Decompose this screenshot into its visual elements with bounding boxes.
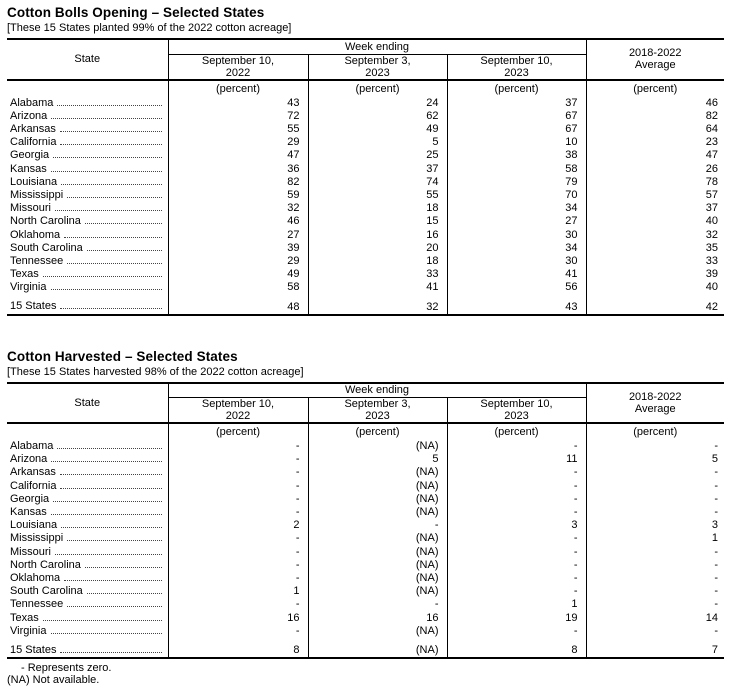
cotton-harvested-section (7, 349, 724, 687)
value-average: - (586, 506, 724, 519)
dot-leader (51, 289, 162, 290)
value-sep3-2023: 49 (308, 123, 447, 136)
cotton-bolls-opening-title: Cotton Bolls Opening – Selected States (7, 5, 265, 20)
total-value-average: 7 (586, 643, 724, 658)
total-row (7, 643, 724, 658)
value-sep10-2023: 67 (447, 123, 586, 136)
unit-cell: (percent) (586, 423, 724, 440)
state-name: Arizona (10, 109, 48, 122)
dot-leader (64, 580, 161, 581)
value-sep10-2022: 58 (168, 281, 308, 294)
average-header-line1: 2018-2022 (628, 47, 682, 60)
state-name: Arkansas (10, 122, 56, 135)
state-name: Alabama (10, 96, 54, 109)
value-sep10-2022: 2 (168, 519, 308, 532)
footnote-not-available: (NA) Not available. (7, 674, 100, 687)
value-sep10-2023: 34 (447, 242, 586, 255)
state-name: Texas (10, 611, 39, 624)
value-average: - (586, 440, 724, 453)
state-name: Texas (10, 268, 39, 281)
state-name: Kansas (10, 162, 47, 175)
value-sep10-2023: 41 (447, 268, 586, 281)
dot-leader (51, 514, 162, 515)
state-data-row (7, 612, 724, 625)
dot-leader (61, 527, 161, 528)
state-column-header: State (7, 383, 168, 424)
value-sep10-2022: 36 (168, 163, 308, 176)
state-data-row (7, 546, 724, 559)
value-sep10-2022: - (168, 480, 308, 493)
value-sep10-2023: - (447, 559, 586, 572)
value-sep10-2022: - (168, 466, 308, 479)
dot-leader (53, 157, 161, 158)
state-name: Louisiana (10, 175, 58, 188)
state-data-row (7, 440, 724, 453)
value-sep10-2022: 39 (168, 242, 308, 255)
total-label: 15 States (10, 643, 57, 656)
total-value-sep10-2023: 43 (447, 300, 586, 315)
value-sep10-2023: 27 (447, 215, 586, 228)
value-average: - (586, 466, 724, 479)
value-sep10-2022: - (168, 598, 308, 611)
value-sep3-2023: 16 (308, 229, 447, 242)
dot-leader (87, 593, 162, 594)
unit-cell: (percent) (447, 80, 586, 97)
average-header-line2: Average (634, 59, 676, 72)
value-sep10-2023: 11 (447, 453, 586, 466)
value-sep10-2022: - (168, 532, 308, 545)
dot-leader (51, 633, 162, 634)
value-sep3-2023: (NA) (308, 559, 447, 572)
state-data-row (7, 242, 724, 255)
value-average: - (586, 546, 724, 559)
total-value-sep10-2022: 8 (168, 643, 308, 658)
value-sep3-2023: 5 (308, 136, 447, 149)
state-data-row (7, 453, 724, 466)
state-name: Arkansas (10, 466, 56, 479)
value-sep10-2022: 29 (168, 255, 308, 268)
value-sep3-2023: (NA) (308, 572, 447, 585)
dot-leader (67, 606, 161, 607)
week-ending-header: Week ending (168, 383, 586, 398)
date-header-line1: September 3, (344, 54, 411, 67)
cotton-harvested-table (7, 382, 724, 660)
state-data-row (7, 572, 724, 585)
value-sep10-2023: 34 (447, 202, 586, 215)
value-sep10-2022: 1 (168, 585, 308, 598)
value-sep10-2023: 38 (447, 149, 586, 162)
dot-leader (53, 501, 161, 502)
state-name: California (10, 479, 57, 492)
state-name: North Carolina (10, 558, 81, 571)
value-sep3-2023: 74 (308, 176, 447, 189)
dot-leader (43, 276, 162, 277)
value-average: 39 (586, 268, 724, 281)
dot-leader (61, 184, 161, 185)
total-value-sep3-2023: 32 (308, 300, 447, 315)
state-name: Alabama (10, 440, 54, 453)
state-name: Georgia (10, 149, 50, 162)
state-data-row (7, 625, 724, 638)
average-column-header (586, 39, 724, 80)
dot-leader (85, 223, 162, 224)
value-average: - (586, 572, 724, 585)
cotton-bolls-opening-table (7, 38, 724, 316)
value-sep10-2022: - (168, 546, 308, 559)
value-sep10-2022: 55 (168, 123, 308, 136)
value-sep10-2023: - (447, 506, 586, 519)
state-data-row (7, 268, 724, 281)
value-sep3-2023: (NA) (308, 440, 447, 453)
average-header-line2: Average (634, 402, 676, 415)
value-sep10-2022: - (168, 493, 308, 506)
value-average: 23 (586, 136, 724, 149)
cotton-harvested-title: Cotton Harvested – Selected States (7, 348, 238, 364)
total-rows-body (7, 295, 724, 315)
col-header-sep10-2023 (447, 398, 586, 424)
header-group-row (7, 383, 724, 398)
dot-leader (51, 171, 162, 172)
dot-leader (51, 461, 161, 462)
value-average: - (586, 480, 724, 493)
state-data-row (7, 136, 724, 149)
value-sep3-2023: 41 (308, 281, 447, 294)
value-average: 35 (586, 242, 724, 255)
state-name: Kansas (10, 506, 47, 519)
cotton-bolls-opening-section (7, 5, 724, 316)
value-average: 64 (586, 123, 724, 136)
value-average: - (586, 493, 724, 506)
date-header-line2: 2023 (504, 410, 529, 423)
date-header-line1: September 10, (480, 398, 553, 411)
value-sep3-2023: 5 (308, 453, 447, 466)
value-sep10-2023: - (447, 585, 586, 598)
dot-leader (60, 488, 161, 489)
value-sep10-2023: 10 (447, 136, 586, 149)
dot-leader (60, 474, 162, 475)
state-name: Tennessee (10, 598, 64, 611)
value-sep3-2023: - (308, 519, 447, 532)
value-sep10-2023: - (447, 625, 586, 638)
date-header-line1: September 3, (344, 398, 411, 411)
value-sep3-2023: 24 (308, 97, 447, 110)
state-data-row (7, 176, 724, 189)
value-sep3-2023: 18 (308, 255, 447, 268)
value-sep10-2022: - (168, 506, 308, 519)
value-sep10-2022: 43 (168, 97, 308, 110)
value-sep10-2023: - (447, 572, 586, 585)
state-name: Missouri (10, 202, 51, 215)
value-sep10-2023: - (447, 546, 586, 559)
state-data-row (7, 480, 724, 493)
value-sep10-2023: 37 (447, 97, 586, 110)
dot-leader (55, 554, 162, 555)
value-sep10-2022: 46 (168, 215, 308, 228)
col-header-sep10-2023 (447, 54, 586, 80)
state-data-row (7, 466, 724, 479)
state-data-row (7, 506, 724, 519)
state-data-row (7, 229, 724, 242)
value-sep10-2023: 58 (447, 163, 586, 176)
value-average: 1 (586, 532, 724, 545)
value-sep3-2023: (NA) (308, 546, 447, 559)
value-average: 78 (586, 176, 724, 189)
cotton-harvested-subtitle: [These 15 States harvested 98% of the 2022 cotton acreage] (7, 365, 304, 378)
value-sep10-2023: 70 (447, 189, 586, 202)
col-header-sep3-2023 (308, 398, 447, 424)
value-sep10-2023: 30 (447, 255, 586, 268)
value-sep3-2023: 16 (308, 612, 447, 625)
cotton-bolls-opening-subtitle: [These 15 States planted 99% of the 2022 cotton acreage] (7, 22, 292, 34)
date-header-line2: 2022 (225, 410, 251, 423)
unit-cell-empty (7, 423, 168, 440)
total-value-sep10-2023: 8 (447, 643, 586, 658)
state-data-row (7, 97, 724, 110)
state-name: Virginia (10, 281, 47, 294)
value-average: - (586, 585, 724, 598)
value-sep10-2022: 27 (168, 229, 308, 242)
state-data-row (7, 255, 724, 268)
total-value-sep10-2022: 48 (168, 300, 308, 315)
dot-leader (60, 131, 162, 132)
dot-leader (67, 197, 161, 198)
value-average: 46 (586, 97, 724, 110)
dot-leader (67, 263, 161, 264)
value-sep10-2022: 72 (168, 110, 308, 123)
value-sep10-2023: 19 (447, 612, 586, 625)
date-header-line2: 2022 (225, 66, 251, 79)
state-name: South Carolina (10, 241, 83, 254)
week-ending-header: Week ending (168, 39, 586, 54)
value-sep10-2022: 59 (168, 189, 308, 202)
value-average: - (586, 625, 724, 638)
state-data-row (7, 123, 724, 136)
state-data-row (7, 493, 724, 506)
total-label: 15 States (10, 299, 57, 312)
state-name: Oklahoma (10, 228, 61, 241)
dot-leader (64, 237, 161, 238)
dot-leader (60, 144, 161, 145)
value-sep10-2022: 82 (168, 176, 308, 189)
value-sep3-2023: 15 (308, 215, 447, 228)
value-average: 37 (586, 202, 724, 215)
state-name: Louisiana (10, 519, 58, 532)
unit-cell: (percent) (168, 423, 308, 440)
value-sep10-2022: 16 (168, 612, 308, 625)
state-data-row (7, 215, 724, 228)
dot-leader (57, 448, 161, 449)
unit-cell: (percent) (308, 423, 447, 440)
value-sep10-2023: 67 (447, 110, 586, 123)
date-header-line2: 2023 (365, 66, 390, 79)
dot-leader (87, 250, 162, 251)
state-name: Virginia (10, 624, 47, 637)
value-sep10-2023: - (447, 466, 586, 479)
value-average: 57 (586, 189, 724, 202)
dot-leader (60, 308, 161, 309)
unit-cell: (percent) (308, 80, 447, 97)
value-sep3-2023: 25 (308, 149, 447, 162)
state-data-row (7, 559, 724, 572)
value-sep3-2023: (NA) (308, 466, 447, 479)
value-sep10-2023: 30 (447, 229, 586, 242)
value-average: 40 (586, 215, 724, 228)
value-average: 40 (586, 281, 724, 294)
state-name: Mississippi (10, 532, 64, 545)
value-sep3-2023: 20 (308, 242, 447, 255)
state-name: California (10, 136, 57, 149)
value-sep3-2023: 33 (308, 268, 447, 281)
value-average: 47 (586, 149, 724, 162)
dot-leader (43, 620, 162, 621)
unit-cell: (percent) (586, 80, 724, 97)
dot-leader (51, 118, 161, 119)
value-average: 3 (586, 519, 724, 532)
value-average: 5 (586, 453, 724, 466)
header-unit-row (7, 423, 724, 440)
value-sep10-2022: - (168, 440, 308, 453)
value-average: - (586, 559, 724, 572)
value-sep3-2023: 37 (308, 163, 447, 176)
value-sep3-2023: (NA) (308, 493, 447, 506)
date-header-line1: September 10, (201, 398, 275, 411)
state-name: Georgia (10, 492, 50, 505)
state-data-row (7, 532, 724, 545)
value-sep3-2023: - (308, 598, 447, 611)
state-data-row (7, 189, 724, 202)
state-name: Missouri (10, 545, 51, 558)
value-average: - (586, 598, 724, 611)
state-name: South Carolina (10, 585, 83, 598)
state-name: Arizona (10, 453, 48, 466)
state-data-row (7, 163, 724, 176)
state-data-row (7, 519, 724, 532)
value-sep3-2023: (NA) (308, 585, 447, 598)
state-name: Oklahoma (10, 572, 61, 585)
value-average: 33 (586, 255, 724, 268)
col-header-sep3-2023 (308, 54, 447, 80)
value-average: 32 (586, 229, 724, 242)
dot-leader (67, 540, 161, 541)
state-data-row (7, 110, 724, 123)
total-value-sep3-2023: (NA) (308, 643, 447, 658)
unit-cell-empty (7, 80, 168, 97)
date-header-line1: September 10, (201, 54, 275, 67)
date-header-line2: 2023 (365, 410, 390, 423)
dot-leader (55, 210, 162, 211)
col-header-sep10-2022 (168, 54, 308, 80)
state-column-header: State (7, 39, 168, 80)
value-sep3-2023: (NA) (308, 625, 447, 638)
value-sep3-2023: (NA) (308, 480, 447, 493)
total-row (7, 300, 724, 315)
value-sep10-2023: - (447, 480, 586, 493)
value-sep10-2022: - (168, 559, 308, 572)
total-value-average: 42 (586, 300, 724, 315)
total-rows-body (7, 638, 724, 658)
state-data-row (7, 598, 724, 611)
value-sep10-2023: 3 (447, 519, 586, 532)
value-sep10-2023: - (447, 493, 586, 506)
value-average: 14 (586, 612, 724, 625)
value-sep10-2023: 79 (447, 176, 586, 189)
header-group-row (7, 39, 724, 54)
value-sep3-2023: (NA) (308, 506, 447, 519)
value-sep10-2023: - (447, 532, 586, 545)
state-name: Mississippi (10, 188, 64, 201)
average-column-header (586, 383, 724, 424)
dot-leader (85, 567, 162, 568)
value-sep10-2022: - (168, 572, 308, 585)
state-data-row (7, 202, 724, 215)
value-sep10-2022: 32 (168, 202, 308, 215)
value-sep3-2023: 18 (308, 202, 447, 215)
state-data-row (7, 149, 724, 162)
value-sep10-2022: 49 (168, 268, 308, 281)
value-sep10-2022: 47 (168, 149, 308, 162)
dot-leader (60, 652, 161, 653)
dot-leader (57, 105, 161, 106)
footnotes (7, 662, 724, 686)
unit-cell: (percent) (447, 423, 586, 440)
date-header-line2: 2023 (504, 66, 529, 79)
value-sep3-2023: 55 (308, 189, 447, 202)
value-sep10-2022: - (168, 453, 308, 466)
value-sep3-2023: (NA) (308, 532, 447, 545)
average-header-line1: 2018-2022 (628, 390, 682, 403)
state-name: North Carolina (10, 215, 81, 228)
value-sep10-2022: - (168, 625, 308, 638)
state-rows-body (7, 97, 724, 295)
value-average: 82 (586, 110, 724, 123)
col-header-sep10-2022 (168, 398, 308, 424)
state-data-row (7, 281, 724, 294)
unit-cell: (percent) (168, 80, 308, 97)
value-sep10-2023: 1 (447, 598, 586, 611)
state-name: Tennessee (10, 254, 64, 267)
header-unit-row (7, 80, 724, 97)
date-header-line1: September 10, (480, 54, 553, 67)
footnote-represents-zero: - Represents zero. (21, 662, 112, 675)
value-sep3-2023: 62 (308, 110, 447, 123)
value-average: 26 (586, 163, 724, 176)
state-data-row (7, 585, 724, 598)
state-rows-body (7, 440, 724, 638)
value-sep10-2022: 29 (168, 136, 308, 149)
value-sep10-2023: - (447, 440, 586, 453)
value-sep10-2023: 56 (447, 281, 586, 294)
